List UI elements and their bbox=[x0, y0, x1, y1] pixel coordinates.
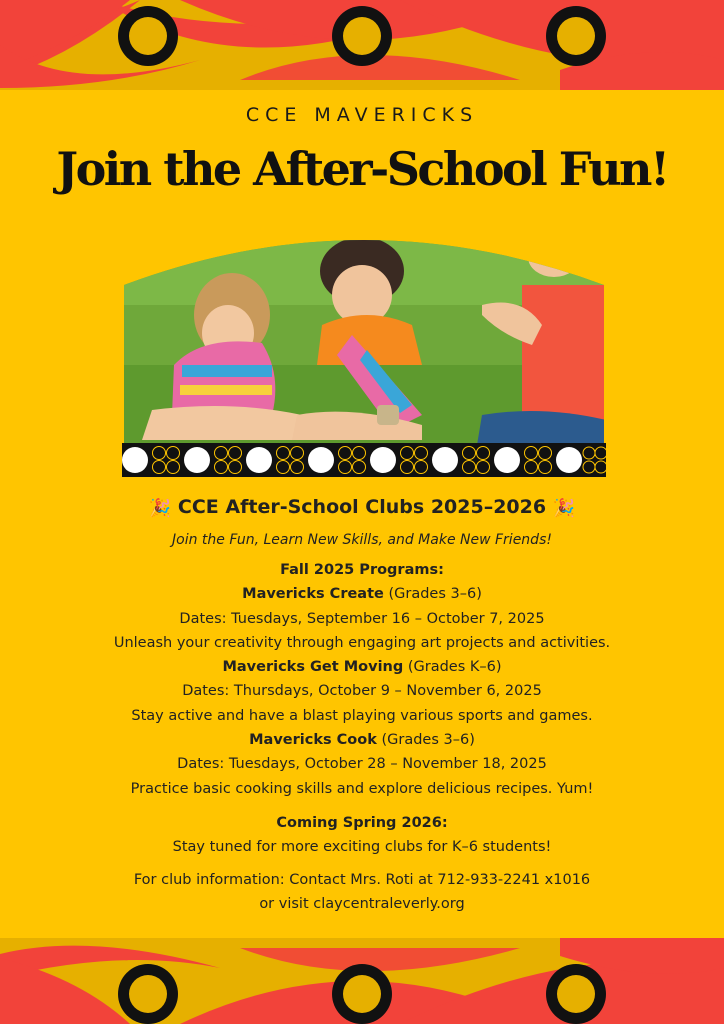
program-title bbox=[0, 728, 724, 752]
program-dates: Dates: Thursdays, October 9 – November 6, 2025 bbox=[182, 683, 542, 700]
program-name: Mavericks Cook bbox=[249, 732, 377, 749]
fall-heading: Fall 2025 Programs: bbox=[280, 562, 444, 578]
bottom-decorative-band bbox=[0, 938, 724, 1024]
top-band-pattern bbox=[0, 0, 724, 90]
bottom-band-pattern bbox=[0, 938, 724, 1024]
program-grades: (Grades 3–6) bbox=[381, 732, 475, 749]
program-grades: (Grades K–6) bbox=[407, 659, 502, 676]
program-dates: Dates: Tuesdays, October 28 – November 18, 2025 bbox=[177, 756, 547, 773]
top-decorative-band bbox=[0, 0, 724, 90]
program-grades: (Grades 3–6) bbox=[388, 586, 482, 603]
spring-text: Stay tuned for more exciting clubs for K–6 students! bbox=[172, 839, 552, 856]
children-painting-illustration bbox=[122, 215, 606, 477]
spring-heading: Coming Spring 2026: bbox=[276, 814, 448, 831]
party-popper-icon: 🎉 bbox=[148, 498, 172, 519]
website-link[interactable]: or visit claycentraleverly.org bbox=[259, 895, 465, 912]
party-popper-icon: 🎉 bbox=[552, 498, 576, 519]
page-title: Join the After-School Fun! bbox=[56, 142, 668, 196]
hero-photo bbox=[122, 215, 606, 477]
program-description: Unleash your creativity through engaging art projects and activities. bbox=[113, 634, 611, 651]
program-description: Practice basic cooking skills and explore delicious recipes. Yum! bbox=[130, 780, 594, 797]
clubs-title-text: CCE After-School Clubs 2025–2026 bbox=[177, 496, 547, 518]
contact-info: For club information: Contact Mrs. Roti at 712-933-2241 x1016 bbox=[133, 871, 591, 888]
tagline: Join the Fun, Learn New Skills, and Make New Friends! bbox=[172, 532, 552, 548]
program-name: Mavericks Get Moving bbox=[222, 659, 404, 676]
program-name: Mavericks Create bbox=[242, 586, 384, 603]
clubs-title bbox=[0, 492, 724, 524]
program-title bbox=[0, 582, 724, 606]
program-dates: Dates: Tuesdays, September 16 – October 7, 2025 bbox=[179, 610, 545, 627]
flyer-body bbox=[0, 492, 724, 916]
program-title bbox=[0, 655, 724, 679]
program-description: Stay active and have a blast playing various sports and games. bbox=[131, 707, 593, 724]
school-name: CCE MAVERICKS bbox=[245, 104, 479, 126]
